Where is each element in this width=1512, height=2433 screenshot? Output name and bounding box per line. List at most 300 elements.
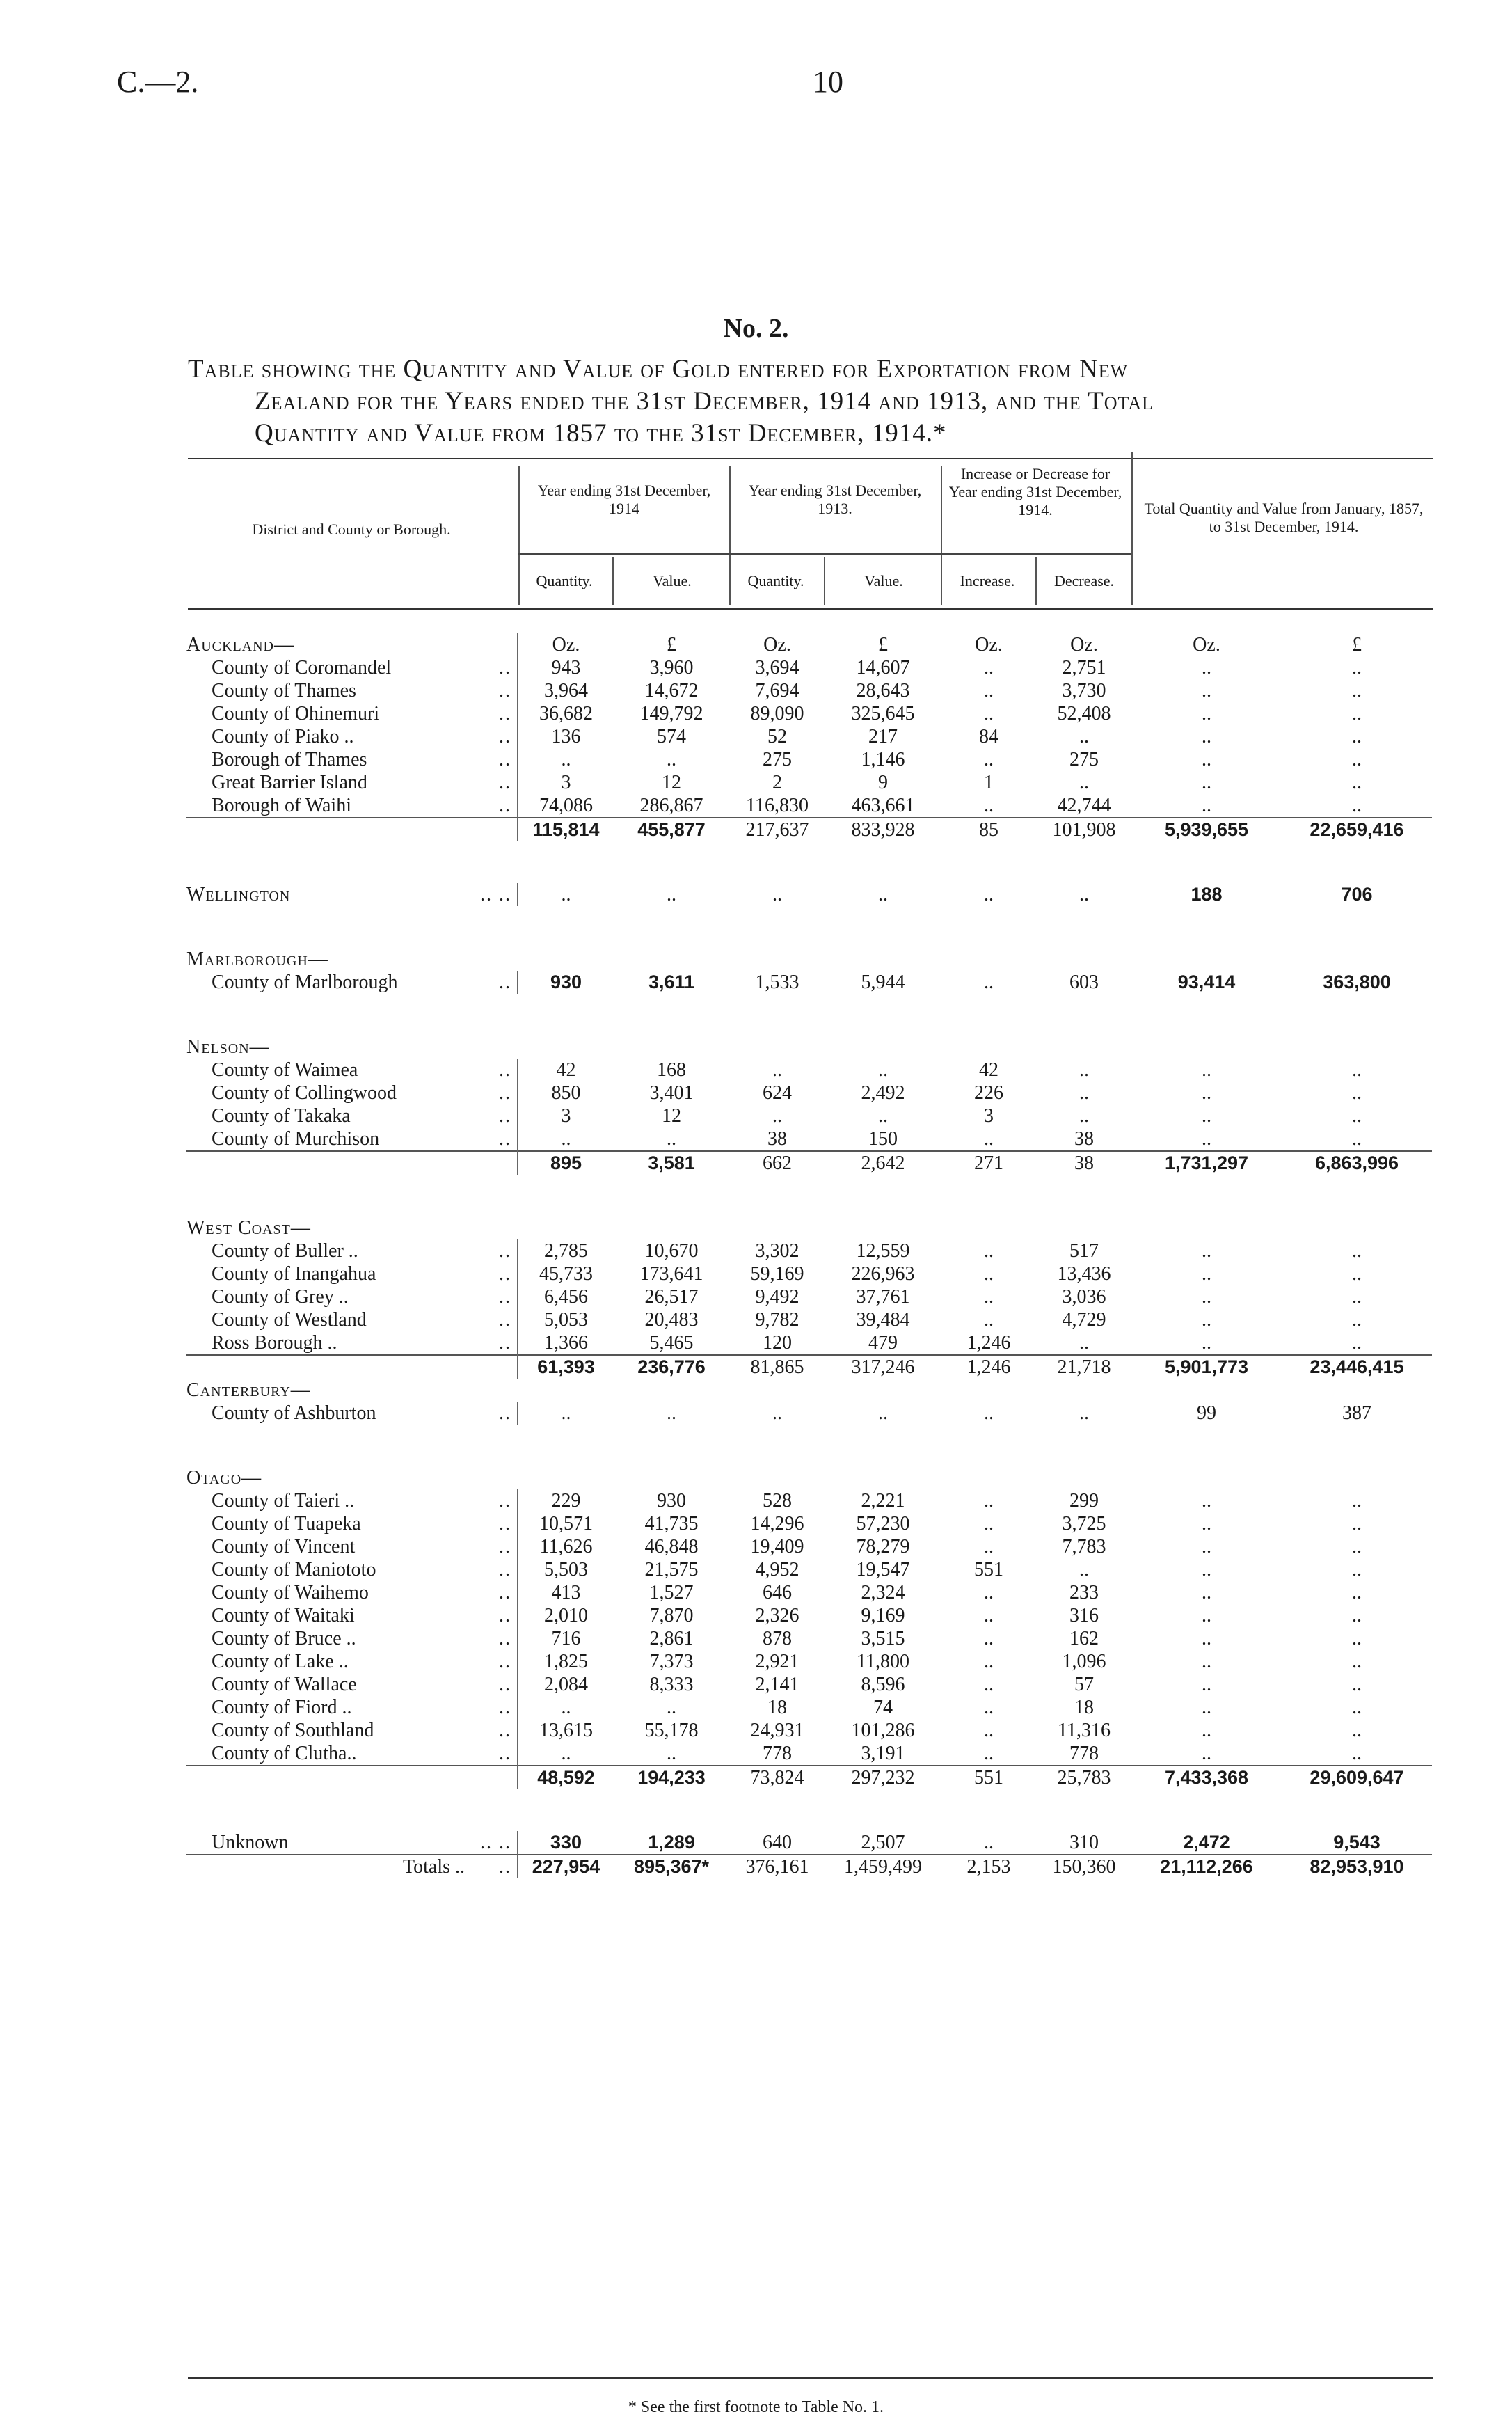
subheader-increase: Increase.: [960, 572, 1015, 589]
cell: 1,825: [518, 1650, 614, 1673]
cell: 1,096: [1062, 1651, 1106, 1672]
cell: ..: [1352, 1332, 1362, 1354]
cell: 299: [1069, 1490, 1099, 1512]
cell: ..: [1079, 772, 1089, 793]
cell: 57: [1074, 1674, 1094, 1695]
cell: 149,792: [639, 703, 703, 724]
cell: ..: [1202, 1605, 1211, 1626]
cell: 28,643: [856, 680, 910, 702]
section-name: Nelson—: [186, 1036, 270, 1058]
cell: 89,090: [750, 703, 804, 724]
row-label: County of Taieri ..: [212, 1490, 355, 1512]
section-gap: [186, 841, 1432, 883]
cell: ..: [984, 1286, 994, 1308]
table-row: [186, 1308, 1432, 1331]
subtotal-row: [186, 1355, 1432, 1379]
subheader-decrease: Decrease.: [1053, 572, 1115, 589]
cell: 387: [1342, 1402, 1371, 1424]
cell: 706: [1341, 884, 1373, 905]
cell: ..: [878, 1059, 888, 1081]
cell: 39,484: [856, 1309, 910, 1331]
table-row: [186, 1558, 1432, 1581]
table-row: [186, 1127, 1432, 1151]
cell: 4,952: [755, 1559, 799, 1580]
leader-dots: ..: [499, 749, 511, 770]
leader-dots: ..: [499, 1651, 511, 1672]
cell: 5,053: [518, 1308, 614, 1331]
grand-total-cell: 150,360: [1037, 1855, 1131, 1878]
cell: ..: [1352, 1674, 1362, 1695]
units-spacer: [470, 633, 518, 656]
section-name: West Coast—: [186, 1217, 311, 1239]
cell: 850: [518, 1081, 614, 1104]
unit-label: £: [878, 634, 888, 656]
subheader-divider: [824, 557, 825, 605]
table-row: [186, 771, 1432, 794]
cell: 14,607: [856, 657, 910, 679]
leader-dots: ..: [499, 1605, 511, 1626]
row-label: County of Waimea: [212, 1059, 358, 1081]
cell: 93,414: [1177, 972, 1236, 992]
row-label: County of Marlborough: [212, 972, 398, 993]
cell: ..: [984, 1743, 994, 1764]
cell: 5,503: [518, 1558, 614, 1581]
cell: 12: [662, 772, 681, 793]
cell: ..: [1202, 657, 1211, 679]
cell: ..: [1202, 1263, 1211, 1285]
row-label: County of Clutha..: [212, 1743, 357, 1764]
cell: 4,729: [1062, 1309, 1106, 1331]
cell: 646: [763, 1582, 792, 1603]
section-name: Wellington: [186, 884, 291, 905]
cell: 19,409: [750, 1536, 804, 1558]
section-name: Otago—: [186, 1467, 262, 1489]
cell: ..: [1352, 1720, 1362, 1741]
cell: ..: [1352, 1536, 1362, 1558]
cell: 11,316: [1058, 1720, 1111, 1741]
grand-total-cell: 376,161: [729, 1855, 825, 1878]
cell: 2,472: [1183, 1832, 1230, 1853]
subtotal-row: [186, 818, 1432, 841]
cell: 2,921: [755, 1651, 799, 1672]
leader-dots: ..: [499, 680, 511, 702]
cell: 8,333: [649, 1674, 694, 1695]
cell: 12: [662, 1105, 681, 1127]
cell: 778: [763, 1743, 792, 1764]
header-divider: [1131, 452, 1133, 605]
cell: ..: [1202, 1674, 1211, 1695]
subtotal-cell: 73,824: [729, 1766, 825, 1789]
table-row: [186, 1489, 1432, 1512]
cell: 1,533: [755, 972, 799, 993]
cell: ..: [1079, 1082, 1089, 1104]
cell: 38: [767, 1128, 787, 1150]
cell: ..: [1202, 1059, 1211, 1081]
cell: ..: [1202, 1513, 1211, 1535]
cell: ..: [1352, 1605, 1362, 1626]
cell: 226,963: [851, 1263, 915, 1285]
table-row: [186, 1719, 1432, 1742]
cell: 57,230: [856, 1513, 910, 1535]
row-label: County of Takaka: [212, 1105, 351, 1127]
cell: ..: [1352, 1582, 1362, 1603]
cell: 3,611: [648, 972, 695, 992]
cell: ..: [667, 1697, 676, 1718]
cell: 2,326: [755, 1605, 799, 1626]
cell: ..: [1202, 1697, 1211, 1718]
cell: 13,615: [518, 1719, 614, 1742]
row-label: County of Bruce ..: [212, 1628, 356, 1649]
row-label: Borough of Waihi: [212, 795, 351, 816]
cell: ..: [1352, 1628, 1362, 1649]
subheader-quantity: Quantity.: [536, 572, 593, 589]
leader-dots: ..: [499, 1082, 511, 1104]
cell: 1,246: [966, 1332, 1011, 1354]
cell: 136: [518, 725, 614, 748]
cell: ..: [984, 884, 994, 905]
cell: 99: [1197, 1402, 1216, 1424]
cell: ..: [1202, 1286, 1211, 1308]
cell: ..: [1352, 1263, 1362, 1285]
subtotal-cell: 833,928: [825, 818, 941, 841]
table-row: [186, 1331, 1432, 1355]
subtotal-cell: 85: [941, 818, 1037, 841]
table-row: [186, 1535, 1432, 1558]
cell: 8,596: [861, 1674, 905, 1695]
cell: 42,744: [1057, 795, 1111, 816]
cell: 778: [1069, 1743, 1099, 1764]
row-label: County of Piako ..: [212, 726, 354, 747]
cell: 42: [979, 1059, 998, 1081]
cell: 150: [868, 1128, 898, 1150]
cell: 930: [657, 1490, 686, 1512]
leader-dots: ..: [499, 1582, 511, 1603]
cell: ..: [1352, 1240, 1362, 1262]
cell: 3,730: [1062, 680, 1106, 702]
col-header-total: Total Quantity and Value from January, 1857, to 31st December, 1914.: [1144, 500, 1424, 535]
leader-dots: ..: [499, 972, 511, 993]
table-row: [186, 656, 1432, 679]
cell: ..: [1202, 1309, 1211, 1331]
subtotal-spacer: [186, 818, 470, 841]
row-label: County of Buller ..: [212, 1240, 358, 1262]
cell: 38: [1074, 1128, 1094, 1150]
cell: 624: [763, 1082, 792, 1104]
cell: ..: [1202, 1720, 1211, 1741]
table-row: [186, 1604, 1432, 1627]
cell: ..: [667, 749, 676, 770]
totals-label: Totals ..: [186, 1855, 470, 1878]
cell: 479: [868, 1332, 898, 1354]
cell: 528: [763, 1490, 792, 1512]
subtotal-cell: 5,901,773: [1131, 1355, 1282, 1379]
cell: ..: [772, 884, 782, 905]
cell: 3,302: [755, 1240, 799, 1262]
section-gap: [186, 1425, 1432, 1466]
cell: ..: [1352, 772, 1362, 793]
subtotal-spacer: [470, 1355, 518, 1379]
cell: ..: [1202, 1332, 1211, 1354]
cell: 275: [1069, 749, 1099, 770]
table-row: [186, 1081, 1432, 1104]
row-label: County of Thames: [212, 680, 356, 702]
row-label: County of Lake ..: [212, 1651, 349, 1672]
cell: 20,483: [644, 1309, 699, 1331]
page-number: 10: [813, 65, 843, 99]
cell: ..: [518, 1127, 614, 1151]
subtotal-cell: 7,433,368: [1131, 1766, 1282, 1789]
cell: ..: [1202, 1105, 1211, 1127]
section-header: [186, 1036, 1432, 1059]
leader-dots: ..: [499, 1332, 511, 1354]
subtotal-cell: 3,581: [614, 1151, 729, 1175]
leader-dots: ..: [499, 1402, 511, 1424]
grand-total-cell: 227,954: [518, 1855, 614, 1878]
leader-dots: ..: [499, 1309, 511, 1331]
cell: 162: [1069, 1628, 1099, 1649]
cell: 11,800: [857, 1651, 909, 1672]
unit-label: £: [667, 634, 676, 656]
cell: 120: [763, 1332, 792, 1354]
row-label: County of Fiord ..: [212, 1697, 352, 1718]
cell: ..: [984, 1263, 994, 1285]
cell: 14,672: [644, 680, 699, 702]
cell: ..: [772, 1105, 782, 1127]
subtotal-spacer: [470, 818, 518, 841]
spacer: [186, 906, 1432, 948]
cell: ..: [518, 748, 614, 771]
col-header-1913: Year ending 31st December, 1913.: [748, 482, 922, 517]
subtotal-cell: 895: [518, 1151, 614, 1175]
cell: ..: [984, 795, 994, 816]
cell: ..: [984, 972, 994, 993]
leader-dots: ..: [499, 1240, 511, 1262]
leader-dots: ..: [499, 703, 511, 724]
spacer: [186, 1175, 1432, 1216]
cell: ..: [1202, 772, 1211, 793]
table-row: [186, 702, 1432, 725]
cell: 59,169: [750, 1263, 804, 1285]
cell: 3,036: [1062, 1286, 1106, 1308]
table-row: [186, 1650, 1432, 1673]
cell: 551: [974, 1559, 1003, 1580]
cell: 10,571: [518, 1512, 614, 1535]
cell: 9,782: [755, 1309, 799, 1331]
subtotal-cell: 194,233: [614, 1766, 729, 1789]
unit-label: Oz.: [763, 634, 791, 656]
cell: ..: [1202, 1628, 1211, 1649]
cell: ..: [984, 1720, 994, 1741]
cell: ..: [1352, 1105, 1362, 1127]
cell: 5,465: [649, 1332, 694, 1354]
cell: 316: [1069, 1605, 1099, 1626]
leader-dots: ..: [499, 1128, 511, 1150]
cell: ..: [1079, 1059, 1089, 1081]
grand-total-cell: 2,153: [941, 1855, 1037, 1878]
cell: 9: [878, 772, 888, 793]
cell: 2,141: [755, 1674, 799, 1695]
cell: 517: [1069, 1240, 1099, 1262]
section-gap: [186, 906, 1432, 948]
cell: 878: [763, 1628, 792, 1649]
cell: 55,178: [644, 1720, 699, 1741]
units-row: [186, 633, 1432, 656]
cell: 45,733: [518, 1262, 614, 1285]
cell: ..: [1352, 1513, 1362, 1535]
spacer: [186, 1789, 1432, 1831]
leader-dots: ..: [499, 795, 511, 816]
cell: 74: [873, 1697, 893, 1718]
cell: 3: [518, 1104, 614, 1127]
row-label: County of Collingwood: [212, 1082, 397, 1104]
subtotal-spacer: [186, 1766, 470, 1789]
cell: ..: [772, 1402, 782, 1424]
cell: ..: [1352, 657, 1362, 679]
cell: 36,682: [518, 702, 614, 725]
subtotal-cell: 1,246: [941, 1355, 1037, 1379]
table-row: [186, 1742, 1432, 1766]
cell: ..: [1352, 1128, 1362, 1150]
cell: ..: [984, 1536, 994, 1558]
table-row: [186, 1262, 1432, 1285]
table-bottom-rule: [188, 2377, 1433, 2379]
col-header-incdec: Increase or Decrease for Year ending 31st December, 1914.: [948, 465, 1122, 518]
row-label: County of Waitaki: [212, 1605, 355, 1626]
cell: ..: [1352, 1559, 1362, 1580]
cell: 413: [518, 1581, 614, 1604]
cell: ..: [1202, 1082, 1211, 1104]
cell: 18: [767, 1697, 787, 1718]
cell: 41,735: [644, 1513, 699, 1535]
cell: 74,086: [518, 794, 614, 818]
gold-export-table: [186, 633, 1432, 1878]
cell: 18: [1074, 1697, 1094, 1718]
cell: 78,279: [856, 1536, 910, 1558]
cell: ..: [518, 883, 614, 906]
cell: 42: [518, 1059, 614, 1081]
subtotal-cell: 217,637: [729, 818, 825, 841]
leader-dots: .. ..: [480, 1832, 511, 1853]
cell: ..: [1202, 680, 1211, 702]
cell: 3,964: [518, 679, 614, 702]
subtotal-spacer: [186, 1151, 470, 1175]
cell: 2,084: [518, 1673, 614, 1696]
leader-dots: ..: [499, 1628, 511, 1649]
cell: ..: [518, 1402, 614, 1425]
subtotal-cell: 22,659,416: [1282, 818, 1432, 841]
spacer: [470, 1216, 1432, 1239]
subtotal-row: [186, 1766, 1432, 1789]
cell: ..: [1079, 1332, 1089, 1354]
cell: 325,645: [851, 703, 915, 724]
cell: 217: [868, 726, 898, 747]
table-row: [186, 1673, 1432, 1696]
header-top-rule: [188, 458, 1433, 459]
section-name: Marlborough—: [186, 949, 328, 970]
leader-dots: ..: [499, 772, 511, 793]
row-label: Borough of Thames: [212, 749, 367, 770]
cell: 716: [518, 1627, 614, 1650]
row-label: County of Tuapeka: [212, 1513, 361, 1535]
cell: 101,286: [851, 1720, 915, 1741]
table-row: [186, 748, 1432, 771]
cell: ..: [1202, 1128, 1211, 1150]
spacer: [186, 841, 1432, 883]
cell: 3,515: [861, 1628, 905, 1649]
cell: ..: [1202, 1536, 1211, 1558]
spacer: [470, 1379, 1432, 1402]
cell: 1,527: [649, 1582, 694, 1603]
cell: ..: [984, 749, 994, 770]
unit-label: Oz.: [518, 633, 614, 656]
cell: 330: [518, 1831, 614, 1855]
cell: 3: [984, 1105, 994, 1127]
cell: ..: [1079, 1559, 1089, 1580]
leader-dots: ..: [499, 1490, 511, 1512]
subtotal-cell: 101,908: [1037, 818, 1131, 841]
leader-dots: ..: [499, 1263, 511, 1285]
cell: 2,507: [861, 1832, 905, 1853]
cell: ..: [984, 1128, 994, 1150]
subtotal-cell: 317,246: [825, 1355, 941, 1379]
row-label: County of Waihemo: [212, 1582, 369, 1603]
col-header-district: District and County or Borough.: [252, 521, 451, 538]
subtotal-spacer: [470, 1766, 518, 1789]
cell: ..: [1202, 703, 1211, 724]
document-code: C.—2.: [117, 65, 199, 99]
cell: ..: [772, 1059, 782, 1081]
cell: ..: [984, 680, 994, 702]
cell: 12,559: [856, 1240, 910, 1262]
cell: ..: [1352, 680, 1362, 702]
cell: ..: [518, 1696, 614, 1719]
row-label: County of Grey ..: [212, 1286, 349, 1308]
table-row: [186, 1285, 1432, 1308]
cell: ..: [984, 1832, 994, 1853]
cell: 9,543: [1333, 1832, 1380, 1853]
subtotal-cell: 551: [941, 1766, 1037, 1789]
title-line: Quantity and Value from 1857 to the 31st December, 1914.*: [255, 419, 947, 447]
cell: 574: [657, 726, 686, 747]
row-label: Unknown: [212, 1832, 289, 1853]
section-gap: [186, 1175, 1432, 1216]
cell: ..: [1202, 1582, 1211, 1603]
leader-dots: ..: [499, 657, 511, 679]
unknown-row: [186, 1831, 1432, 1855]
cell: ..: [1202, 1559, 1211, 1580]
subtotal-cell: 297,232: [825, 1766, 941, 1789]
subtotal-cell: 271: [941, 1151, 1037, 1175]
cell: 2: [772, 772, 782, 793]
row-label: County of Maniototo: [212, 1559, 376, 1580]
cell: ..: [1202, 795, 1211, 816]
leader-dots: ..: [499, 1105, 511, 1127]
cell: ..: [1202, 1240, 1211, 1262]
subheader-rule: [518, 553, 1131, 555]
cell: 7,783: [1062, 1536, 1106, 1558]
section-header: [186, 1379, 1432, 1402]
cell: 7,870: [649, 1605, 694, 1626]
section-gap: [186, 1789, 1432, 1831]
subtotal-cell: 455,877: [614, 818, 729, 841]
title-line: Table showing the Quantity and Value of Gold entered for Exportation from New: [188, 355, 1129, 383]
subtotal-cell: 2,642: [825, 1151, 941, 1175]
table-row: [186, 971, 1432, 994]
cell: ..: [984, 1513, 994, 1535]
subtotal-cell: 29,609,647: [1282, 1766, 1432, 1789]
cell: ..: [878, 1105, 888, 1127]
row-label: County of Wallace: [212, 1674, 357, 1695]
